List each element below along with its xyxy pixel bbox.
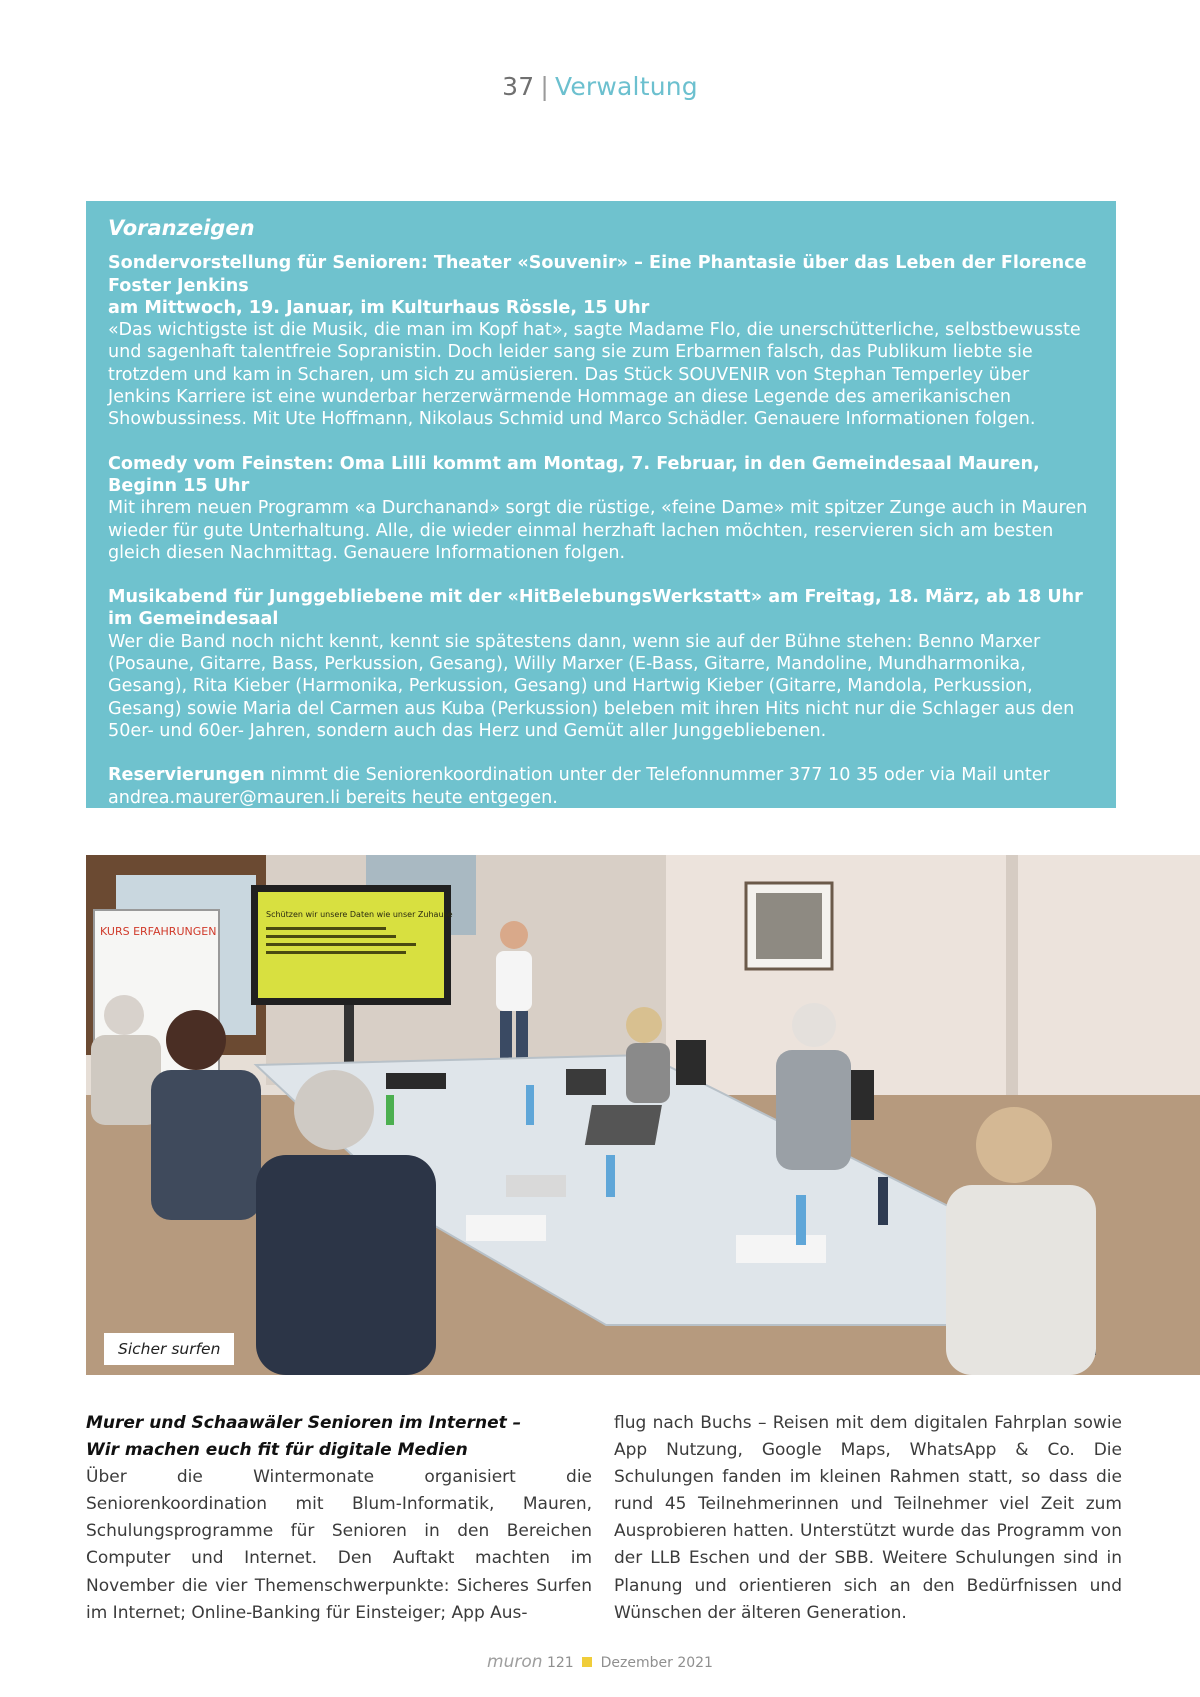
notice-body: «Das wichtigste ist die Musik, die man im Kopf hat», sagte Madame Flo, die unerschütterliche, selbstbewusste und sagenhaft talentfreie Sopranistin. Doch leider sang sie zum Erbarmen falsch, das Publikum liebte sie trotzdem und kam in Scharen, um sich zu amüsieren. Das Stück SOUVENIR von Stephan Temperley über Jenkins Karriere ist eine wunderbar herzerwärmende Hommage an diese Legende des amerikanischen Showbussiness. Mit Ute Hoffmann, Nikolaus Schmid und Marco Schädler. Genauere Informationen folgen. [108, 320, 1081, 430]
notice-item [108, 586, 1096, 742]
notice-heading: Comedy vom Feinsten: Oma Lilli kommt am Montag, 7. Februar, in den Gemeindesaal Mauren, Beginn 15 Uhr [108, 453, 1040, 496]
footer-issue: 121 [546, 1655, 574, 1671]
header-separator: | [540, 72, 549, 101]
reservation-lead: Reservierungen [108, 765, 265, 786]
notices-title: Voranzeigen [108, 216, 255, 240]
article-column-left [86, 1410, 592, 1627]
article-title-line2: Wir machen euch fit für digitale Medien [86, 1440, 468, 1461]
notices-box [86, 201, 1116, 808]
notice-heading: Sondervorstellung für Senioren: Theater «Souvenir» – Eine Phantasie über das Leben der Florence Foster Jenkins [108, 253, 1087, 296]
seminar-photo [86, 855, 1200, 1375]
flipchart-text: KURS ERFAHRUNGEN [100, 925, 217, 938]
reservation-text: nimmt die Seniorenkoordination unter der Telefonnummer 377 10 35 oder via Mail unter andrea.maurer@mauren.li bereits heute entgegen. [108, 765, 1050, 808]
article-title-line1: Murer und Schaawäler Senioren im Internet – [86, 1413, 522, 1433]
section-title: Verwaltung [554, 72, 698, 101]
notice-body: Wer die Band noch nicht kennt, kennt sie spätestens dann, wenn sie auf der Bühne stehen: Benno Marxer (Posaune, Gitarre, Bass, Perkussion, Gesang), Willy Marxer (E-Bass, Gitarre, Mandoline, Mundharmonika, Gesang), Rita Kieber (Harmonika, Perkussion, Gesang) und Hartwig Kieber (Gitarre, Mandola, Perkussion, Gesang) sowie Maria del Carmen aus Kuba (Perkussion) beleben mit ihren Hits nicht nur die Schlager aus den 50er- und 60er- Jahren, sondern auch das Herz und Gemüt aller Junggebliebenen. [108, 631, 1075, 741]
article-column-right [614, 1410, 1122, 1627]
page-header [0, 72, 1200, 101]
footer-date: Dezember 2021 [600, 1655, 713, 1671]
page-number: 37 [502, 72, 535, 101]
notice-item [108, 252, 1096, 430]
seminar-photo-illustration [86, 855, 1200, 1375]
notice-body: Mit ihrem neuen Programm «a Durchanand» sorgt die rüstige, «feine Dame» mit spitzer Zunge auch in Mauren wieder für gute Unterhaltung. Alle, die wieder einmal herzhaft lachen möchten, reservieren sich am besten gleich diesen Nachmittag. Genauere Informationen folgen. [108, 498, 1088, 563]
article-body-right: flug nach Buchs – Reisen mit dem digitalen Fahrplan sowie App Nutzung, Google Maps, WhatsApp & Co. Die Schulungen fanden im kleinen Rahmen statt, so dass die rund 45 Teilnehmerinnen und Teilnehmer viel Zeit zum Ausprobieren hatten. Unterstützt wurde das Programm von der LLB Eschen und der SBB. Weitere Schulungen sind in Planung und orientieren sich an den Bedürfnissen und Wünschen der älteren Generation. [614, 1413, 1122, 1623]
screen-title: Schützen wir unsere Daten wie unser Zuhause [266, 910, 453, 919]
page-footer [0, 1652, 1200, 1672]
footer-brand: muron [487, 1652, 543, 1672]
footer-square-icon [582, 1657, 592, 1667]
reservation-note [108, 764, 1096, 809]
notice-heading: Musikabend für Junggebliebene mit der «HitBelebungsWerkstatt» am Freitag, 18. März, ab 18 Uhr im Gemeindesaal [108, 587, 1083, 630]
article-body-left: Über die Wintermonate organisiert die Seniorenkoordination mit Blum-Informatik, Mauren, Schulungsprogramme für Senioren in den Bereichen Computer und Internet. Den Auftakt machten im November die vier Themenschwerpunkte: Sicheres Surfen im Internet; Online-Banking für Einsteiger; App Aus- [86, 1467, 592, 1623]
notice-heading-date: am Mittwoch, 19. Januar, im Kulturhaus Rössle, 15 Uhr [108, 297, 650, 318]
photo-caption: Sicher surfen [104, 1333, 234, 1365]
notice-item [108, 453, 1096, 564]
